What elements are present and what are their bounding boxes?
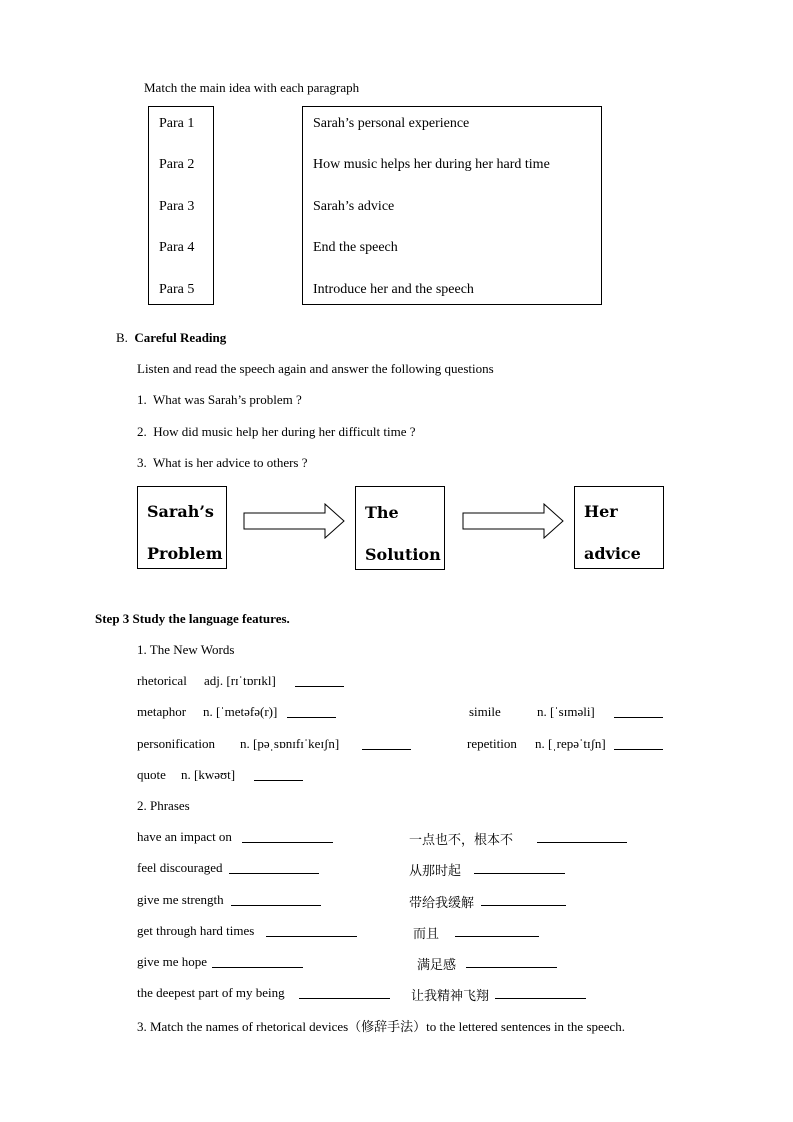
answer-blank[interactable] xyxy=(231,894,321,910)
answer-blank[interactable] xyxy=(474,862,565,878)
vocab-word: rhetorical xyxy=(137,673,187,688)
flow-box-line: Problem xyxy=(147,544,223,563)
vocab-word: repetition xyxy=(467,736,517,751)
answer-blank[interactable] xyxy=(481,894,566,910)
question xyxy=(137,424,415,440)
flow-box-line: advice xyxy=(584,544,641,563)
para-label: Para 3 xyxy=(159,199,195,214)
answer-blank[interactable] xyxy=(466,956,557,972)
phrase-zh: 从那时起 xyxy=(409,864,462,879)
answer-blank[interactable] xyxy=(362,738,411,754)
phrase-zh: 而且 xyxy=(413,927,440,942)
main-idea: How music helps her during her hard time xyxy=(313,157,550,172)
vocab-definition: adj. [rɪˈtɒrɪkl] xyxy=(204,673,276,688)
question-text: What is her advice to others ? xyxy=(153,455,308,470)
answer-blank[interactable] xyxy=(495,987,586,1003)
phrase-en: get through hard times xyxy=(137,923,255,938)
right-arrow-icon xyxy=(462,503,565,539)
question xyxy=(137,455,308,471)
new-words-title: 1. The New Words xyxy=(137,642,235,657)
phrases-title: 2. Phrases xyxy=(137,798,190,813)
match-instruction: Match the main idea with each paragraph xyxy=(144,80,360,95)
phrase-zh: 满足感 xyxy=(417,958,457,973)
flow-box-line: Sarah’s xyxy=(147,502,214,521)
section-b-title: Careful Reading xyxy=(134,330,227,345)
vocab-word: personification xyxy=(137,736,215,751)
phrase-en: give me strength xyxy=(137,892,224,907)
main-idea: Sarah’s personal experience xyxy=(313,116,470,131)
phrase-zh: 让我精神飞翔 xyxy=(411,989,490,1004)
phrase-en: give me hope xyxy=(137,954,208,969)
flow-box-line: Her xyxy=(584,502,618,521)
question-number: 2. xyxy=(137,424,147,439)
step3-heading: Step 3 Study the language features. xyxy=(95,611,290,626)
para-label: Para 2 xyxy=(159,157,195,172)
section-b-heading xyxy=(116,330,226,346)
vocab-definition: n. [ˈmetəfə(r)] xyxy=(203,704,278,719)
main-idea: Introduce her and the speech xyxy=(313,282,474,297)
match-devices-instruction: 3. Match the names of rhetorical devices（修辞手法）to the lettered sentences in the speech. xyxy=(137,1019,626,1034)
vocab-definition: n. [ˈsɪməli] xyxy=(537,704,595,719)
answer-blank[interactable] xyxy=(212,956,303,972)
flow-box-line: Solution xyxy=(365,545,441,564)
para-label: Para 4 xyxy=(159,240,195,255)
answer-blank[interactable] xyxy=(614,706,663,722)
answer-blank[interactable] xyxy=(295,675,344,691)
phrase-zh: 一点也不，根本不 xyxy=(409,833,514,848)
phrase-zh: 带给我缓解 xyxy=(409,896,475,911)
answer-blank[interactable] xyxy=(229,862,319,878)
para-label: Para 1 xyxy=(159,116,195,131)
vocab-word: quote xyxy=(137,767,166,782)
flow-box-line: The xyxy=(365,503,399,522)
vocab-definition: n. [ˌrepəˈtɪʃn] xyxy=(535,736,606,751)
phrase-en: have an impact on xyxy=(137,829,232,844)
answer-blank[interactable] xyxy=(455,925,539,941)
answer-blank[interactable] xyxy=(254,769,303,785)
phrase-en: feel discouraged xyxy=(137,860,223,875)
answer-blank[interactable] xyxy=(287,706,336,722)
vocab-word: metaphor xyxy=(137,704,187,719)
para-label: Para 5 xyxy=(159,282,195,297)
careful-instruction: Listen and read the speech again and answer the following questions xyxy=(137,361,494,376)
question xyxy=(137,392,302,408)
main-idea: Sarah’s advice xyxy=(313,199,395,214)
main-idea: End the speech xyxy=(313,240,398,255)
vocab-word: simile xyxy=(469,704,501,719)
answer-blank[interactable] xyxy=(614,738,663,754)
answer-blank[interactable] xyxy=(299,987,390,1003)
question-text: How did music help her during her difficult time ? xyxy=(153,424,416,439)
answer-blank[interactable] xyxy=(242,831,333,847)
vocab-definition: n. [pəˌsɒnɪfɪˈkeɪʃn] xyxy=(240,736,340,751)
vocab-definition: n. [kwəʊt] xyxy=(181,767,236,782)
right-arrow-icon xyxy=(243,503,346,539)
question-number: 3. xyxy=(137,455,147,470)
question-number: 1. xyxy=(137,392,147,407)
question-text: What was Sarah’s problem ? xyxy=(153,392,302,407)
section-b-label: B. xyxy=(116,330,128,345)
answer-blank[interactable] xyxy=(266,925,357,941)
answer-blank[interactable] xyxy=(537,831,627,847)
phrase-en: the deepest part of my being xyxy=(137,985,285,1000)
